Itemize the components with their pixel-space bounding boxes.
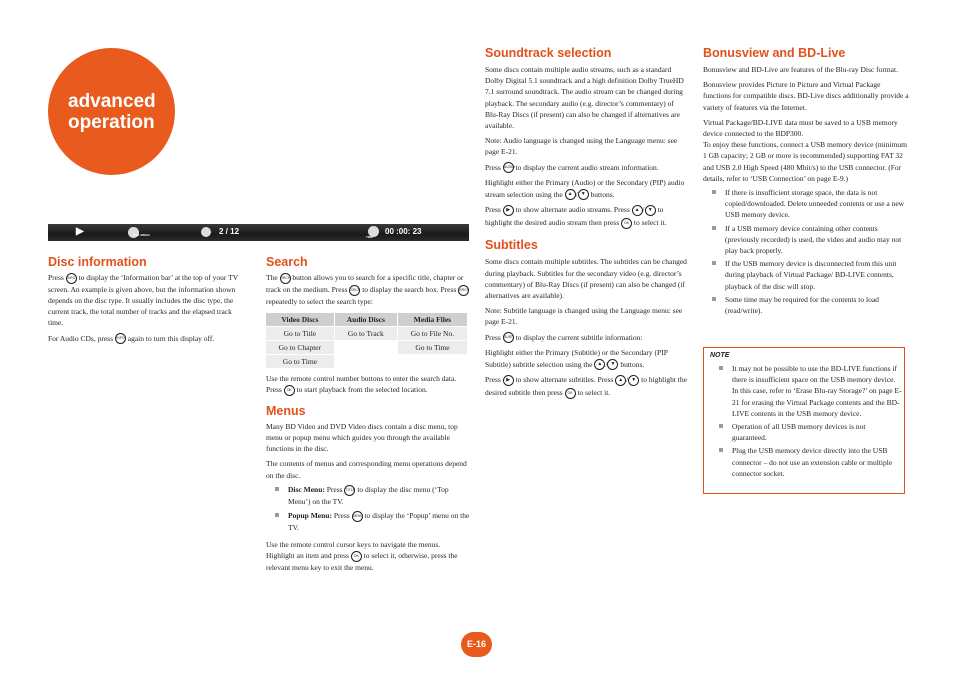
bullet-icon [719, 424, 723, 428]
search-type-table [266, 313, 468, 368]
table-cell: Go to Title [266, 326, 334, 340]
section-heading: Search [266, 255, 308, 269]
page-number: E-16 [461, 632, 492, 657]
disc-type: DVD-VIDEO [133, 233, 150, 237]
note-label: NOTE [710, 352, 730, 359]
table-header: Video Discs [266, 313, 334, 327]
search-section [266, 255, 470, 573]
chapter-title: advanced operation [68, 91, 156, 133]
ok-key-icon: OK [565, 388, 576, 399]
table-cell: Go to Time [266, 354, 334, 368]
search-key-icon: SRCH [349, 285, 360, 296]
paragraph: The SRCH button allows you to search for a specific title, chapter or track on the medium. Press SRCH to display the search box. Press SRCH repeatedly to select the search type: [266, 273, 470, 306]
paragraph: Press SUBT to display the current subtitle information: [485, 332, 643, 342]
bullet-icon [275, 487, 279, 491]
section-heading: Subtitles [485, 238, 538, 253]
list-item: If a USB memory device containing other contents (previously recorded) is used, the video and audio may not play back properly. [703, 223, 909, 257]
paragraph: To enjoy these functions, connect a USB memory device (minimum 1 GB capacity; 2 GB or more is recommended) supporting FAT 32 and USB 2.0 High Speed (480 Mbit/s) to the USB connector. (For details, refer to ‘USB Connection’ on page E-9.) [703, 140, 908, 183]
paragraph: Bonusview and BD-Live are features of the Blu-ray Disc format. [703, 65, 898, 74]
bullet-icon [719, 366, 723, 370]
search-key-icon: SRCH [280, 273, 291, 284]
play-icon: ▶ [76, 226, 84, 237]
bullet-icon [719, 448, 723, 452]
list-item: Plug the USB memory device directly into the USB connector – do not use an extension cable or multiple connector socket. [710, 445, 902, 479]
paragraph: Virtual Package/BD-LIVE data must be saved to a USB memory device connected to the BDP300. [703, 117, 898, 139]
up-arrow-key-icon: ▲ [632, 205, 643, 216]
right-arrow-key-icon: ▶ [503, 375, 514, 386]
list-item: If the USB memory device is disconnected from this unit during playback of Virtual Package/ BD-LIVE contents, playback of the disc will stop. [703, 258, 909, 292]
bonusview-list [703, 187, 909, 316]
audio-key-icon: AUDIO [503, 162, 514, 173]
list-item: Disc Menu: Press TITLE to display the disc menu (‘Top Menu’) on the TV. [266, 484, 470, 507]
title-key-icon: TITLE [344, 485, 355, 496]
chapter-counter: 2 / 12 [219, 227, 240, 236]
bullet-icon [275, 513, 279, 517]
list-item: Popup Menu: Press MENU to display the ‘Popup’ menu on the TV. [266, 510, 470, 533]
bullet-icon [712, 226, 716, 230]
table-cell: Go to Chapter [266, 340, 334, 354]
list-item: Some time may be required for the contents to load (read/write). [703, 294, 909, 316]
table-row [266, 326, 468, 340]
note-list [710, 363, 902, 479]
info-key-icon: INFO [115, 333, 126, 344]
down-arrow-key-icon: ▼ [628, 375, 639, 386]
table-cell [397, 354, 467, 368]
up-arrow-key-icon: ▲ [594, 359, 605, 370]
section-heading: Disc information [48, 255, 147, 269]
paragraph: Note: Subtitle language is changed using the Language menu: see page E-21. [485, 306, 683, 327]
elapsed-time: 00 :00: 23 [385, 227, 422, 236]
paragraph: Many BD Video and DVD Video discs contain a disc menu, top menu or popup menu which guides you through the available functions in the disc. [266, 421, 458, 454]
table-header: Media Files [397, 313, 467, 327]
table-cell: Go to File No. [397, 326, 467, 340]
paragraph: Some discs contain multiple subtitles. The subtitles can be changed during playback. Subtitles for the secondary video (e.g. director’s commentary) of Blu-Ray Discs (if present) can also be changed (if alternatives are available). [485, 257, 687, 300]
table-cell: Go to Time [397, 340, 467, 354]
table-header-row [266, 313, 468, 327]
time-label: TIME [366, 235, 374, 239]
table-cell [334, 354, 397, 368]
subtitle-key-icon: SUBT [503, 332, 514, 343]
paragraph: Highlight either the Primary (Audio) or the Secondary (PIP) audio stream selection using the ▲ / ▼ buttons. [485, 178, 685, 199]
section-heading: Soundtrack selection [485, 46, 612, 60]
paragraph: Use the remote control number buttons to enter the search data. Press OK to start playback from the selected location. [266, 373, 457, 394]
paragraph: Press ▶ to show alternate audio streams. Press ▲ / ▼ to highlight the desired audio stream then press OK to select it. [485, 205, 667, 227]
down-arrow-key-icon: ▼ [645, 205, 656, 216]
bonusview-section [703, 46, 909, 316]
down-arrow-key-icon: ▼ [578, 189, 589, 200]
table-row [266, 354, 468, 368]
menu-types-list [266, 484, 470, 533]
right-arrow-key-icon: ▶ [503, 205, 514, 216]
paragraph: For Audio CDs, press INFO again to turn this display off. [48, 333, 215, 343]
menu-key-icon: MENU [352, 511, 363, 522]
table-header: Audio Discs [334, 313, 397, 327]
paragraph: The contents of menus and corresponding menu operations depend on the disc. [266, 459, 467, 480]
chapter-badge [48, 48, 175, 175]
list-item: It may not be possible to use the BD-LIVE functions if there is insufficient space on the USB memory device. In this case, refer to ‘Erase Blu-ray Storage?’ on page E-21 for erasing the Virtual Package contents and the BD-LIVE contents in the USB memory device. [710, 363, 902, 419]
bullet-icon [712, 190, 716, 194]
chapter-icon [201, 227, 211, 237]
paragraph: Press AUDIO to display the current audio stream information. [485, 162, 659, 172]
search-key-icon: SRCH [458, 285, 469, 296]
ok-key-icon: OK [284, 385, 295, 396]
paragraph: Note: Audio language is changed using the Language menu: see page E-21. [485, 136, 678, 157]
table-cell: Go to Track [334, 326, 397, 340]
section-heading: Bonusview and BD-Live [703, 46, 846, 60]
table-cell [334, 340, 397, 354]
paragraph: Some discs contain multiple audio streams, such as a standard Dolby Digital 5.1 soundtrack and a high definition Dolby TrueHD 7.1 surround soundtrack. The audio stream can be changed during playback. The secondary audio (e.g. director’s commentary) of Blu-Ray Discs (if present) can also be changed if alternatives are available. [485, 65, 684, 131]
list-item: If there is insufficient storage space, the data is not copied/downloaded. Delete unneeded contents or use a new USB memory device. [703, 187, 909, 221]
ok-key-icon: OK [621, 218, 632, 229]
bullet-icon [712, 297, 716, 301]
paragraph: Use the remote control cursor keys to navigate the menus. Highlight an item and press OK to select it, otherwise, press the relevant menu key to exit the menu. [266, 539, 458, 572]
list-item: Operation of all USB memory devices is not guaranteed. [710, 421, 902, 443]
note-box [703, 347, 905, 494]
bullet-icon [712, 261, 716, 265]
info-key-icon: INFO [66, 273, 77, 284]
section-heading: Menus [266, 403, 306, 418]
ok-key-icon: OK [351, 551, 362, 562]
paragraph: Bonusview provides Picture in Picture and Virtual Package functions for compatible discs. BD-Live discs additionally provide a variety of features via the Internet. [703, 80, 909, 112]
table-row [266, 340, 468, 354]
subtitles-section [485, 238, 689, 399]
down-arrow-key-icon: ▼ [607, 359, 618, 370]
information-bar-example [48, 224, 469, 241]
up-arrow-key-icon: ▲ [565, 189, 576, 200]
soundtrack-section [485, 46, 689, 399]
up-arrow-key-icon: ▲ [615, 375, 626, 386]
paragraph: Press INFO to display the ‘Information bar’ at the top of your TV screen. An example is given above, but the information shown depends on the disc type. It usually includes the disc type, the current track, the total number of tracks and the elapsed track time. [48, 273, 239, 328]
paragraph: Highlight either the Primary (Subtitle) or the Secondary (PIP Subtitle) subtitle selection using the ▲ / ▼ buttons. [485, 348, 668, 369]
menus-section [266, 404, 470, 573]
paragraph: Press ▶ to show alternate subtitles. Press ▲ / ▼ to highlight the desired subtitle then press OK to select it. [485, 375, 687, 397]
disc-information-section [48, 255, 244, 344]
